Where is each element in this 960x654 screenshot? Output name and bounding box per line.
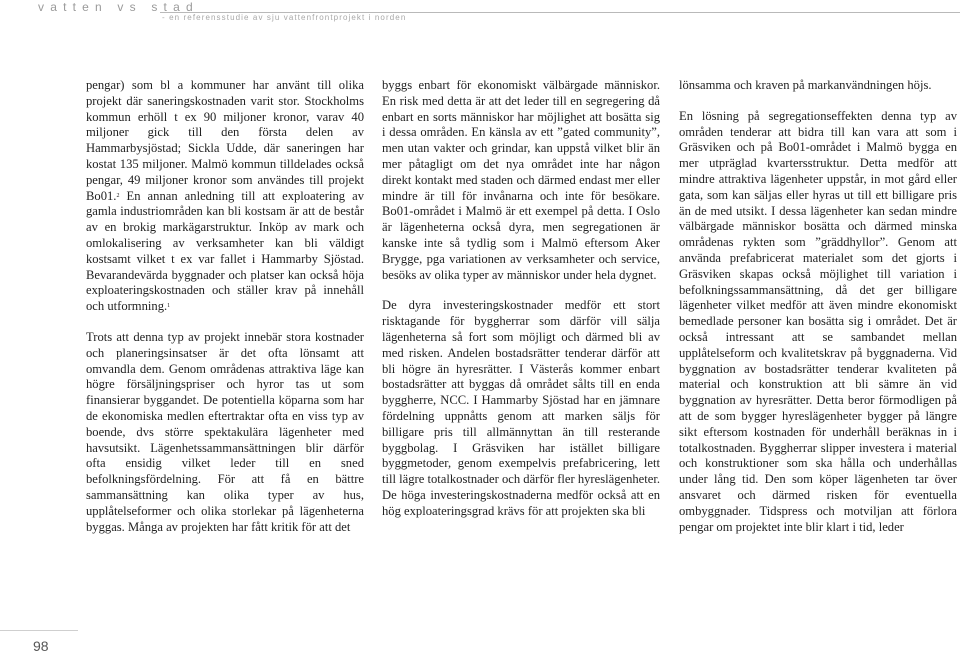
text-column-middle (382, 78, 660, 520)
footnote-marker: 2 (116, 192, 120, 199)
paragraph: Trots att denna typ av projekt innebär stora kostnader och planeringsinsatser är det ofta lönsamt att omvandla dem. Genom områdenas attraktiva läge kan högre försäljningspriser och hyror tas ut som finansierar byggandet. De potentiella köparna som har de ekonomiska medlen eftertraktar ofta en viss typ av boende, dvs större spektakulära lägenheter med havsutsikt. Lägenhetssammansättningen blir därför ofta ensidig vilket leder till en sned befolkningsfördelning. För att få en bättre sammansättning kan olika typer av hus, upplåtelseformer och olika storlekar på lägenheterna byggas. Många av projekten har fått kritik för att det (86, 329, 364, 534)
paragraph: byggs enbart för ekonomiskt välbärgade människor. En risk med detta är att det leder till en segregering då enbart en sorts människor har möjlighet att bosätta sig i dessa områden. En känsla av ett ”gated community”, men utan vakter och grindar, kan uppstå vilket blir än mer påtagligt om det nya området inte har någon direkt kontakt med staden och därmed endast mer eller mindre är till för invånarna och inte för besökare. Bo01-området i Malmö är ett exempel på detta. I Oslo är lägenheterna också dyra, men segregationen är kanske inte så tydlig som i Malmö eftersom Aker Brygge, pga variationen av verksamheter och service, besöks av olika typer av människor under hela dygnet. (382, 78, 660, 282)
page-number: 98 (33, 638, 49, 654)
footer-divider (0, 630, 78, 631)
paragraph: De dyra investeringskostnader medför ett stort risktagande för byggherrar som därför vill sälja lägenheterna så fort som möjligt och därmed bli av med risken. Andelen bostadsrätter tenderar därför att bli högre än hyresrätter. I Västerås kommer enbart bostadsrätter att byggas då området sålts till en enda byggherre, NCC. I Hammarby Sjöstad har en jämnare fördelning uppnåtts genom att marken säljs för billigare pris till allmännyttan än till resterande byggbolag. I Gräsviken har istället billigare byggmetoder, genom exempelvis prefabricering, lett till lägre totalkostnader och därför fler hyreslägenheter. De höga investeringskostnaderna medför också att en hög exploateringsgrad krävs för att projekten ska bli (382, 298, 660, 518)
text-column-left (86, 78, 364, 535)
paragraph: En lösning på segregationseffekten denna typ av områden tenderar att bidra till kan vara att som i Gräsviken och på Bo01-området i Malmö bygga en mer utpräglad kvartersstruktur. Detta medför att mindre attraktiva lägenheter uppstår, in mot gård eller gata, som kan säljas eller hyras ut till ett billigare pris än de med utsikt. I dessa lägenheter kan sedan mindre välbärgade människor bosätta och därmed minska områdenas rykten som ”gräddhyllor”. Genom att använda prefabricerat materialet som det gjorts i Gräsviken skapas också möjlighet till variation i befolkningssammansättning, då det ger billigare lägenheter vilket medför att även mindre ekonomiskt bemedlade personer kan bosätta sig i området. Det är också intressant att se sambandet mellan upplåtelseform och kvalitetskrav på byggnaderna. Vid byggnation av bostadsrätter tenderar kvaliteten på material och konstruktion att bli sämre än vid byggnation av hyresrätter. Detta beror förmodligen på att de som bygger hyreslägenheter bygger på längre sikt eftersom kostnaden för underhåll beräknas in i totalkostnaden. Byggherrar slipper investera i material och konstruktioner som ska hålla och underhållas under lång tid. Den som köper lägenheten tar över ansvaret och därmed risken för eventuella ombyggnader. Tidspress och motviljan att förlora pengar om projektet inte blir klart i tid, leder (679, 108, 957, 534)
running-header-subtitle: - en referensstudie av sju vattenfrontprojekt i norden (162, 13, 407, 22)
text-column-right (679, 78, 957, 535)
paragraph: pengar) som bl a kommuner har använt till olika projekt där saneringskostnaden varit stor. Stockholms kommun erhöll t ex 90 miljoner kronor, varav 40 miljoner gick till den första delen av Hammarbysjöstad; Sickla Udde, där saneringen har kostat 135 miljoner. Malmö kommun tilldelades också pengar, 49 miljoner kronor som användes till projekt Bo01.$^2$ En annan anledning till att exploatering av gamla industriområden kan bli kostsam är att de består av en brokig markägarstruktur. Inköp av mark och omlokalisering av verksamheter kan bli väldigt kostsamt vilket t ex var fallet i Hammarby Sjöstad. Bevarandevärda byggnader och platser kan också höja exploateringskostnaden och ställer krav på innehåll och utformning.$^1$ (86, 78, 364, 314)
paragraph: lönsamma och kraven på markanvändningen höjs. (679, 78, 932, 92)
footnote-marker: 1 (167, 303, 171, 310)
running-header-title: vatten vs stad (38, 0, 199, 14)
